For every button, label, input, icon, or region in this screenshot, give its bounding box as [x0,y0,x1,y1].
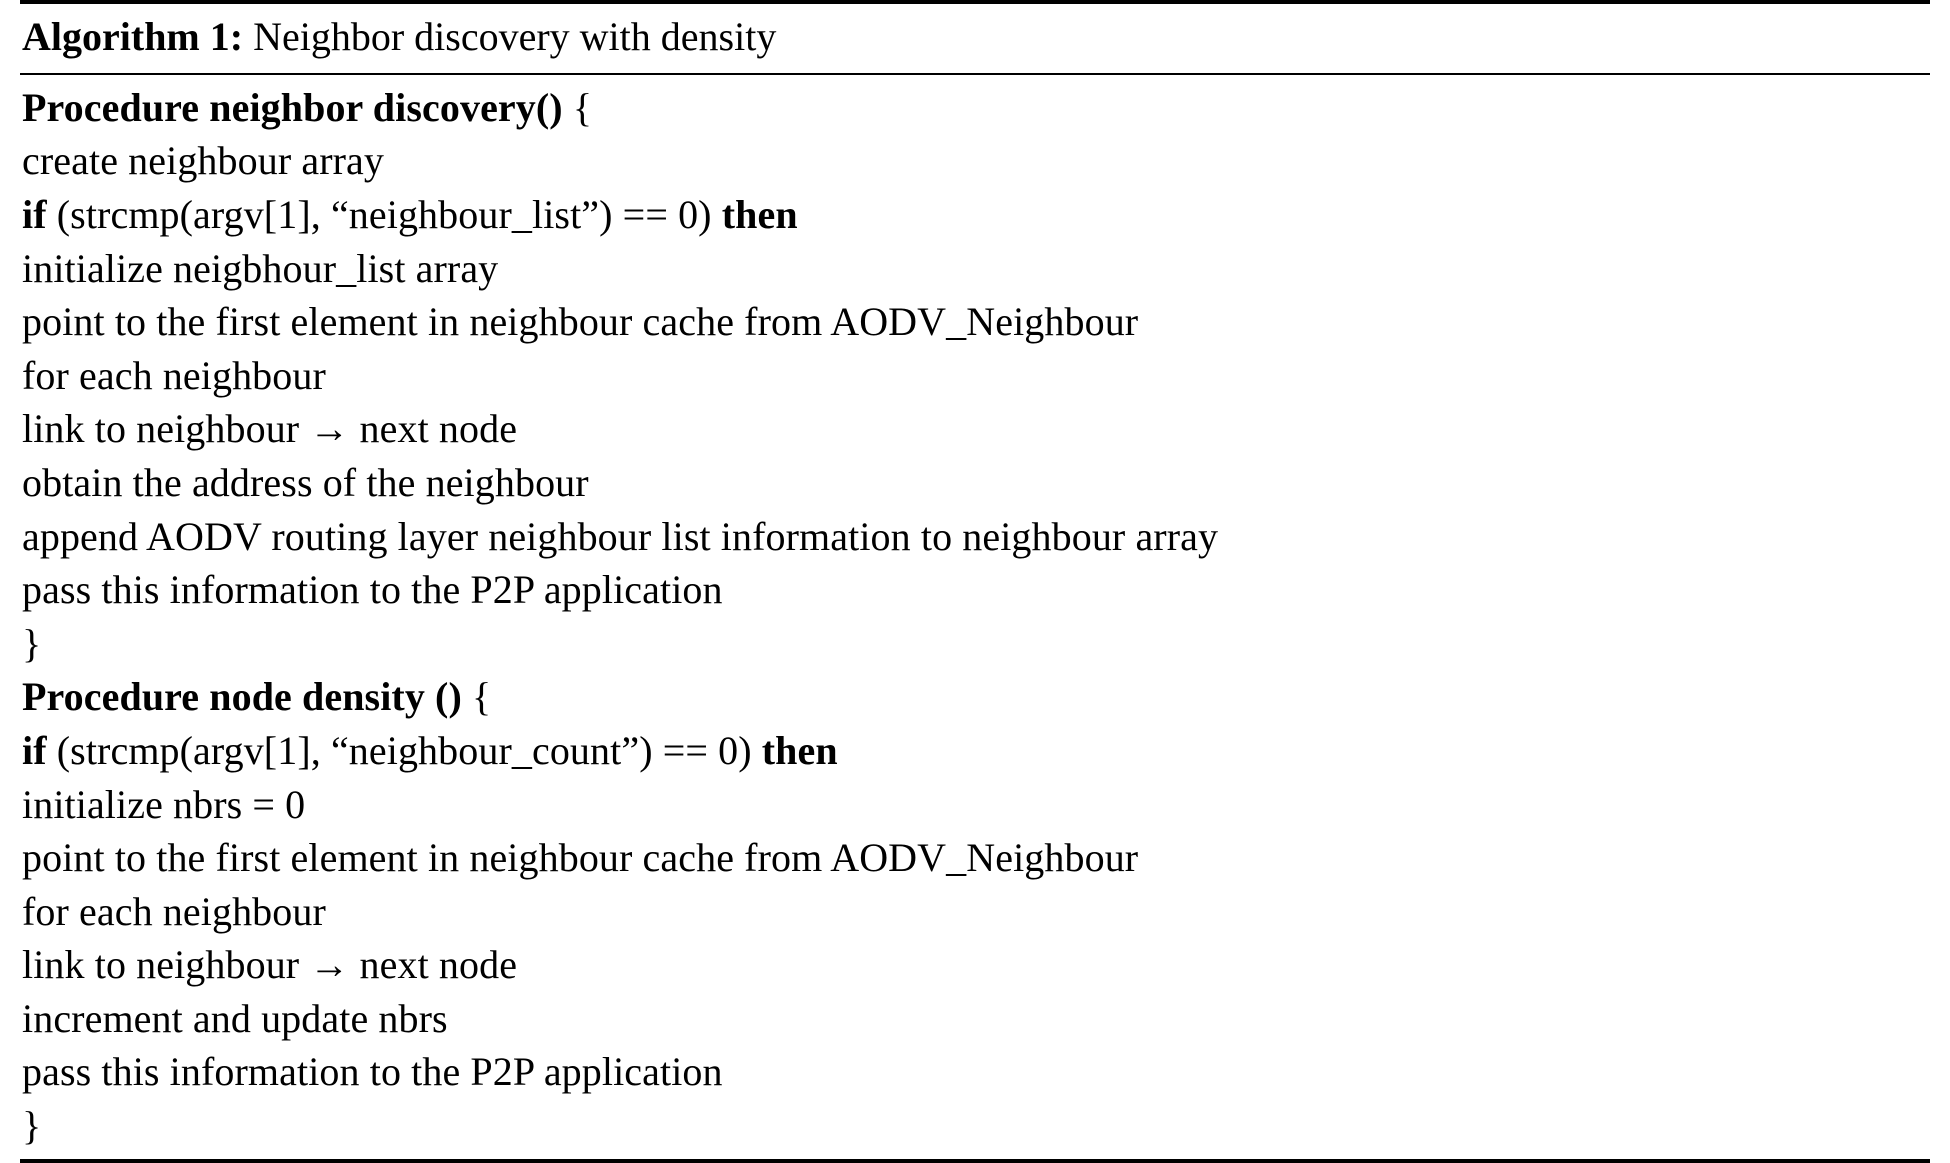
algorithm-line [22,1045,1928,1099]
algorithm-caption-label: Algorithm 1: [22,14,244,59]
algorithm-line-segment: point to the first element in neighbour cache from AODV_Neighbour [22,835,1139,881]
algorithm-line-segment: for each neighbour [22,888,326,934]
algorithm-line-segment: point to the first element in neighbour cache from AODV_Neighbour [22,299,1139,345]
algorithm-line-segment: pass this information to the P2P application [22,567,723,613]
algorithm-line-segment: link to neighbour → next node [22,942,518,988]
algorithm-line-segment: if [22,727,47,773]
algorithm-line [22,670,1928,724]
algorithm-line [22,831,1928,885]
algorithm-line [22,778,1928,832]
algorithm-line [22,295,1928,349]
algorithm-line [22,134,1928,188]
algorithm-line-segment: (strcmp(argv[1], “neighbour_count”) == 0) [46,727,762,773]
algorithm-line-segment: initialize nbrs = 0 [22,781,306,827]
algorithm-body [20,75,1930,1159]
algorithm-line [22,81,1928,135]
algorithm-line [22,456,1928,510]
algorithm-caption [20,4,1930,73]
algorithm-line-segment: increment and update nbrs [22,995,448,1041]
algorithm-line-segment: pass this information to the P2P application [22,1049,723,1095]
algorithm-line [22,563,1928,617]
algorithm-bottom-rule [20,1159,1930,1163]
algorithm-line-segment: (strcmp(argv[1], “neighbour_list”) == 0) [46,191,722,237]
algorithm-line [22,1099,1928,1153]
algorithm-line [22,402,1928,456]
algorithm-line [22,724,1928,778]
algorithm-line [22,349,1928,403]
algorithm-line-segment: { [562,84,593,130]
algorithm-line [22,510,1928,564]
algorithm-line [22,992,1928,1046]
algorithm-line [22,938,1928,992]
algorithm-line-segment: link to neighbour → next node [22,406,518,452]
algorithm-line-segment: { [461,674,492,720]
algorithm-line-segment: for each neighbour [22,352,326,398]
algorithm-line-segment: } [22,620,42,666]
algorithm-line-segment: initialize neigbhour_list array [22,245,499,291]
algorithm-line [22,617,1928,671]
algorithm-line-segment: append AODV routing layer neighbour list information to neighbour array [22,513,1219,559]
algorithm-block [20,0,1930,1163]
algorithm-line-segment: } [22,1103,42,1149]
algorithm-line [22,242,1928,296]
algorithm-line-segment: obtain the address of the neighbour [22,459,589,505]
algorithm-line [22,188,1928,242]
algorithm-line-segment: then [721,191,798,237]
algorithm-line [22,885,1928,939]
algorithm-line-segment: Procedure neighbor discovery() [22,84,563,130]
algorithm-line-segment: create neighbour array [22,138,384,184]
algorithm-line-segment: then [761,727,838,773]
algorithm-line-segment: Procedure node density () [22,674,462,720]
algorithm-line-segment: if [22,191,47,237]
algorithm-caption-text: Neighbor discovery with density [253,14,777,59]
